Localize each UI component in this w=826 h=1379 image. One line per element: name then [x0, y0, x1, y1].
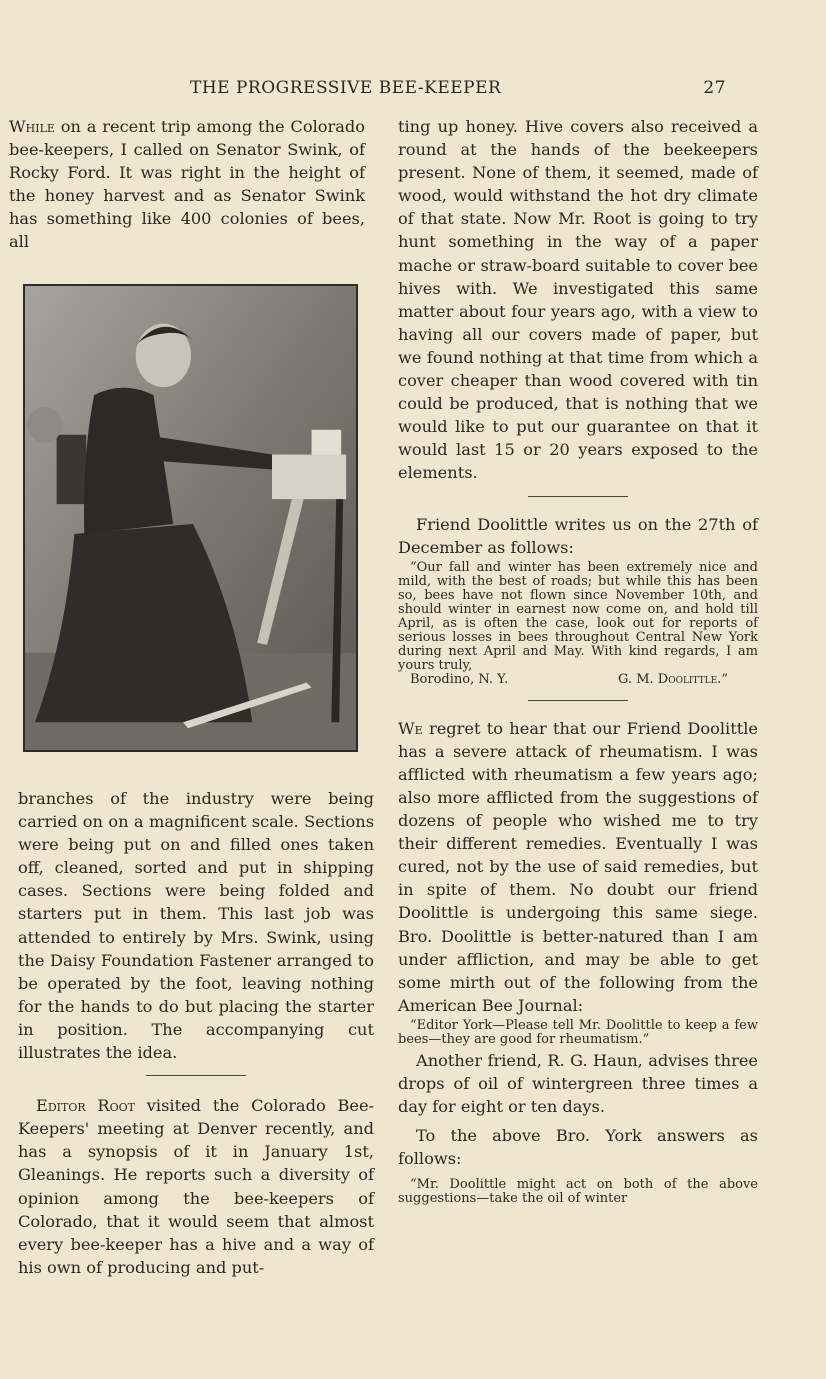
quote-place: Borodino, N. Y. [410, 671, 509, 687]
divider-rule [528, 496, 628, 497]
page-number: 27 [703, 78, 726, 98]
paragraph-text: on a recent trip among the Colorado bee-keepers, I called on Senator Swink, of Rocky Ford. It was right in the height of the honey harvest and as Senator Swink has something like 400 colonies of bees, all [9, 117, 365, 252]
quote-text: “Our fall and winter has been extremely nice and mild, with the best of roads; but while this has been so, bees have not flown since November 10th, and should winter in earnest now come on, and hold till April, as is often the case, look out for reports of serious losses in bees throughout Central New York during next April and May. With kind regards, I am yours truly, [398, 559, 758, 673]
section-divider [18, 1070, 374, 1088]
photo-mrs-swink-foundation-fastener [23, 284, 358, 752]
paragraph-haun: Another friend, R. G. Haun, advises three drops of oil of wintergreen three times a day for eight or ten days. [398, 1050, 758, 1117]
journal-title: THE PROGRESSIVE BEE-KEEPER [190, 78, 502, 98]
quote-editor-york: “Editor York—Please tell Mr. Doolittle to keep a few bees—they are good for rheumatism.” [398, 1017, 758, 1047]
right-column [398, 115, 758, 1206]
paragraph-text: regret to hear that our Friend Doolittle has a severe attack of rheumatism. I was afflicted with rheumatism a few years ago; also more afflicted from the suggestions of dozens of people who wished me to try their different remedies. Eventually I was cured, not by the use of said remedies, but in spite of them. No doubt our friend Doolittle is undergoing this same siege. Bro. Doolittle is better-natured than I am under affliction, and may be able to get some mirth out of the following from the American Bee Journal: [398, 718, 758, 1015]
paragraph-swink-continued: branches of the industry were being carried on on a magnificent scale. Sections were being put on and filled ones taken off, cleaned, sorted and put in shipping cases. Sections were being folded and starters put in them. This last job was attended to entirely by Mrs. Swink, using the Daisy Foundation Fastener arranged to be operated by the foot, leaving nothing for the hands to do but placing the starter in position. The accompanying cut illustrates the idea. [18, 789, 374, 1063]
divider-rule [146, 1075, 246, 1076]
divider-rule [528, 700, 628, 701]
section-divider [398, 491, 758, 509]
paragraph-hive-covers: ting up honey. Hive covers also received a round at the hands of the beekeepers present. None of them, it seemed, made of wood, would withstand the hot dry climate of that state. Now Mr. Root is going to try hunt something in the way of a paper mache or straw-board suitable to cover bee hives with. We investigated this same matter about four years ago, with a view to having all our covers made of paper, but we found nothing at that time from which a cover cheaper than wood covered with tin could be produced, that is nothing that we would like to put our guarantee on that it would last 15 or 20 years exposed to the elements. [398, 117, 758, 483]
paragraph-york-answer: To the above Bro. York answers as follows: [398, 1126, 758, 1169]
paragraph-swink-intro [9, 115, 365, 254]
photo-illustration [25, 286, 356, 750]
paragraph-rheumatism [398, 717, 758, 1017]
paragraph-doolittle-letter-intro: Friend Doolittle writes us on the 27th of December as follows: [398, 514, 758, 557]
quote-signature-line [398, 673, 758, 687]
lead-word: While [9, 117, 55, 136]
quote-doolittle-letter [398, 561, 758, 687]
left-column-top [9, 115, 365, 254]
paragraph-text: visited the Colorado Bee-Keepers' meeting at Denver recently, and has a synopsis of it in January 1st, Gleanings. He reports such a diversity of opinion among the bee-keepers of Colorado, that it would seem that almost every bee-keeper has a hive and a way of his own of producing and put- [18, 1096, 375, 1277]
paragraph-editor-root [18, 1094, 374, 1279]
left-column-bottom [18, 787, 374, 1279]
section-divider [398, 695, 758, 713]
lead-words: Editor Root [36, 1096, 135, 1116]
quote-york-reply: “Mr. Doolittle might act on both of the above suggestions—take the oil of winter [398, 1177, 758, 1207]
quote-signature: G. M. Doolittle.” [618, 671, 728, 687]
lead-word: We [398, 718, 423, 738]
